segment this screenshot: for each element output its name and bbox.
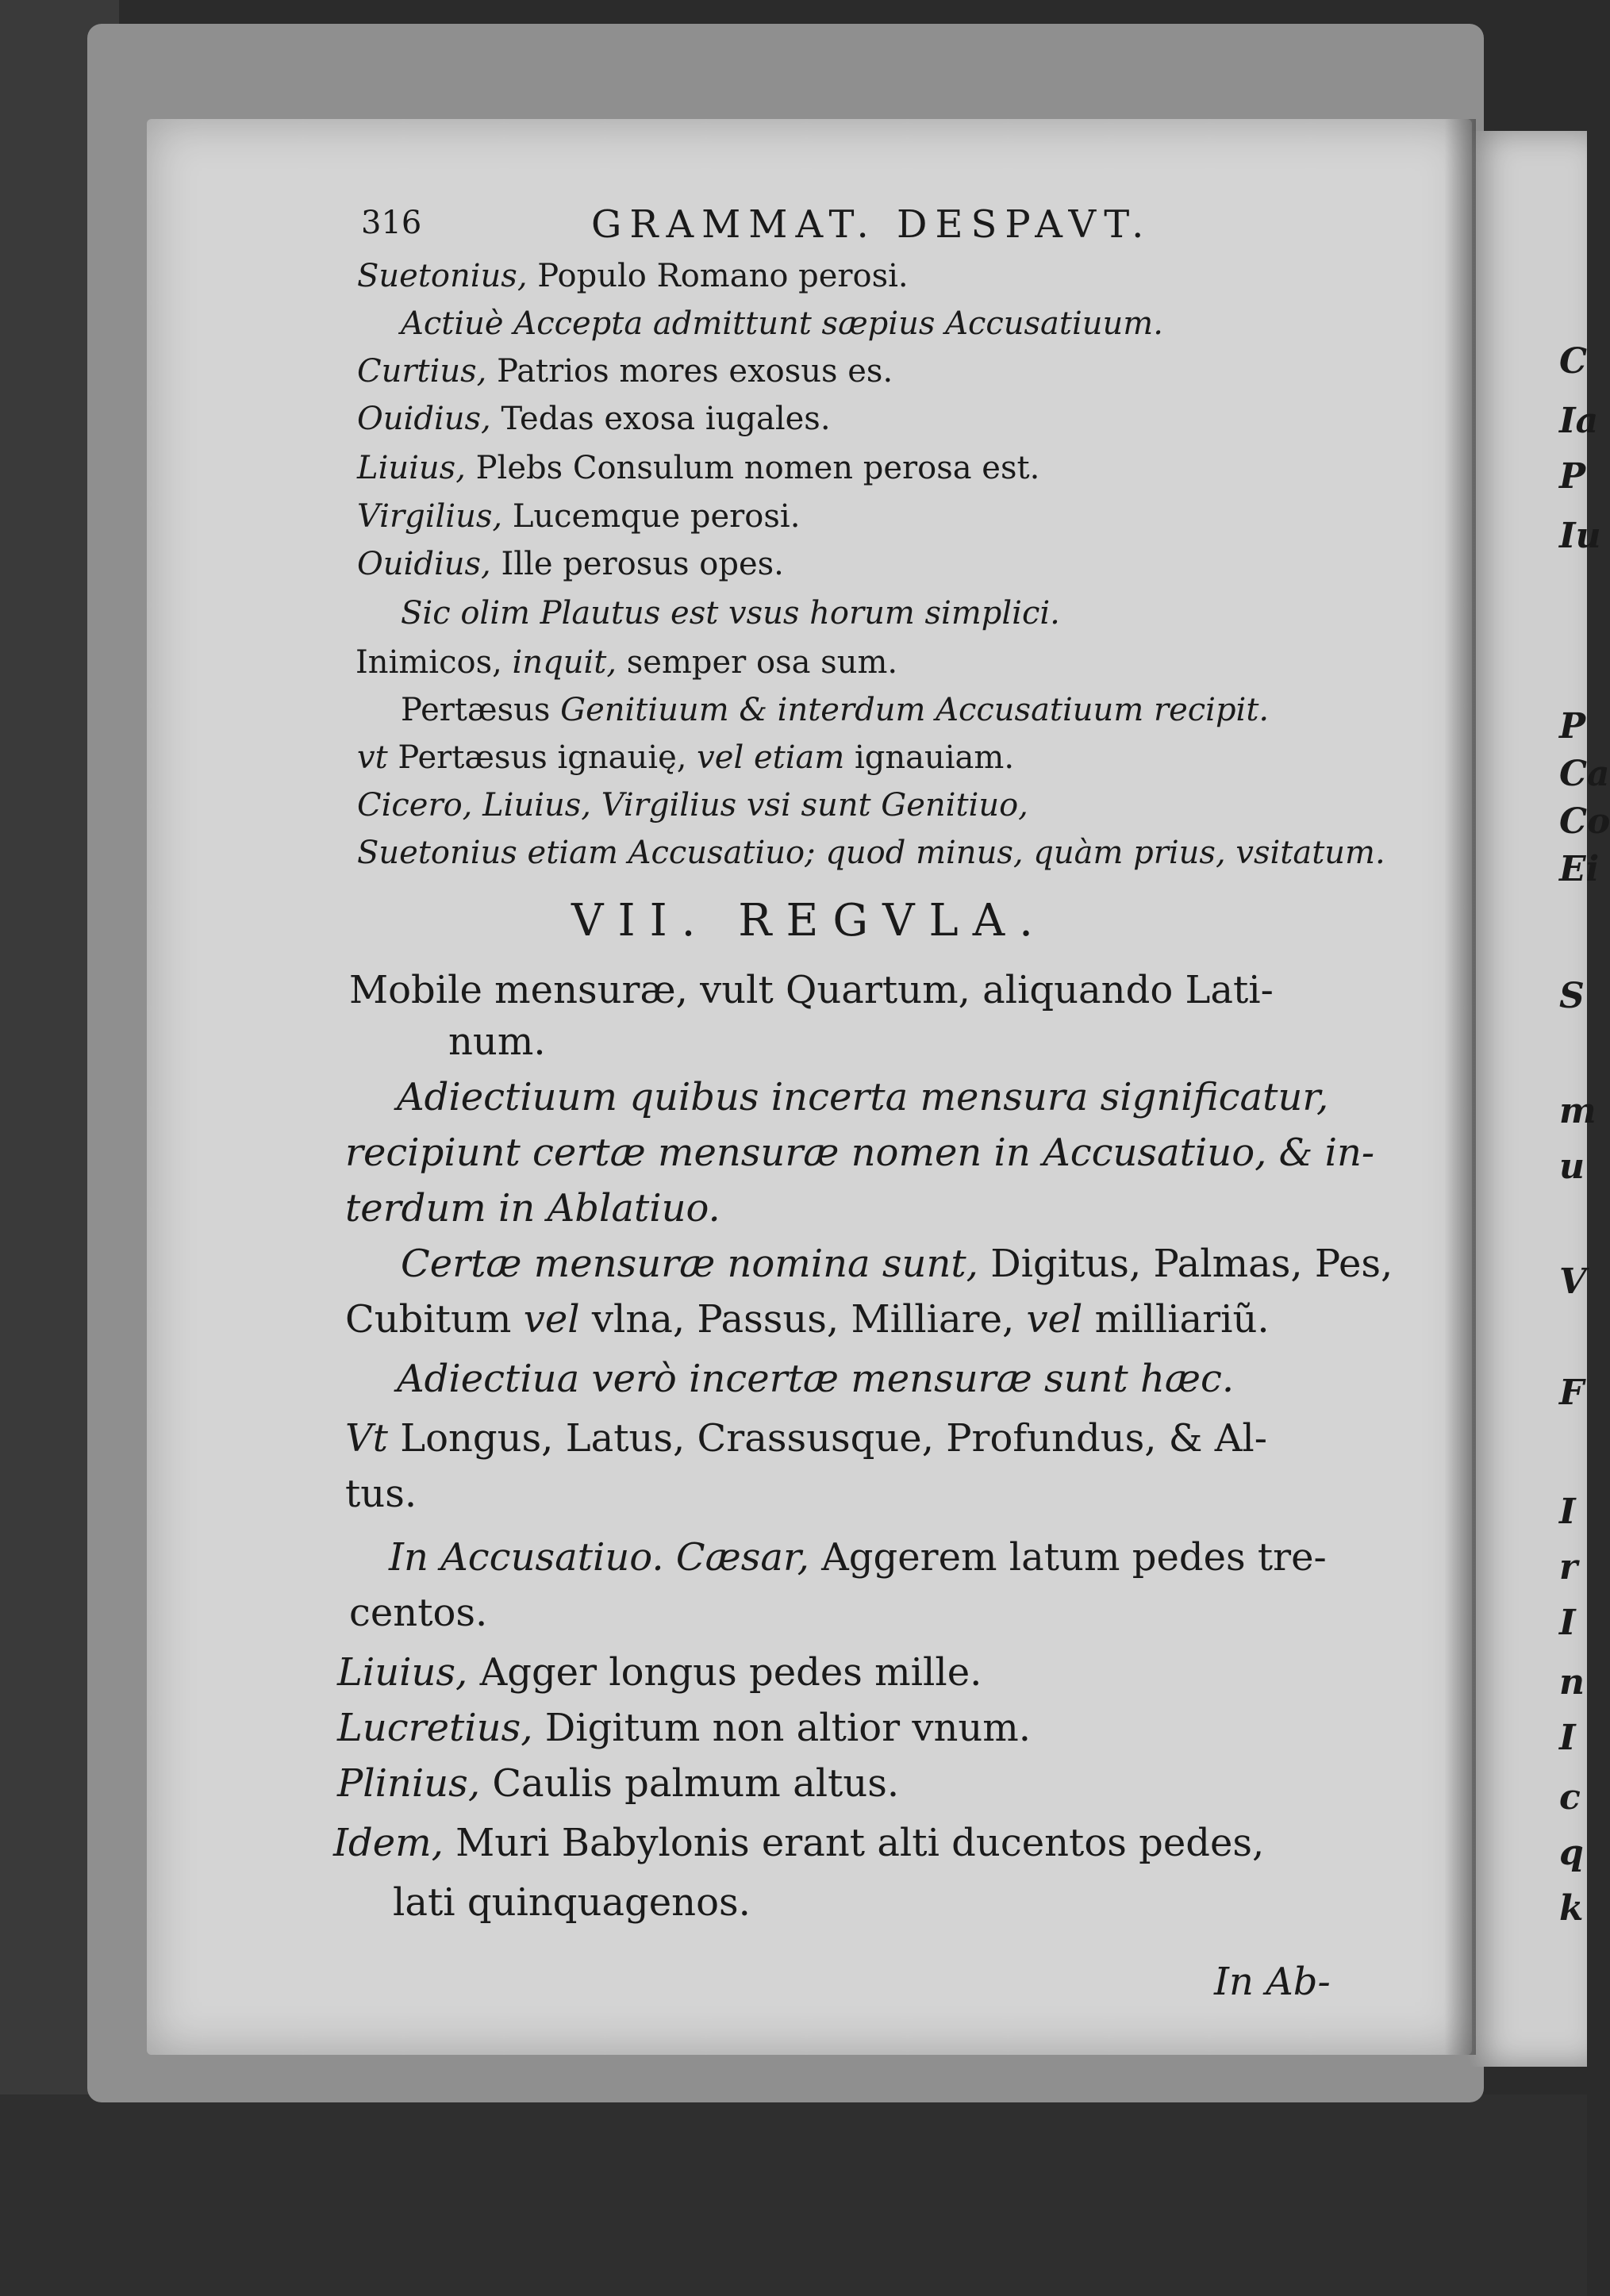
backdrop-bottom [0, 2094, 1587, 2296]
text-line-3 [357, 353, 893, 390]
cubitum-word: Cubitum [345, 1297, 524, 1342]
certae-list: Digitus, Palmas, Pes, [990, 1242, 1393, 1286]
rule-verse-line-2: num. [448, 1019, 546, 1064]
facing-page-fragment: Ca [1559, 754, 1610, 794]
idem-line [333, 1821, 1264, 1865]
text-line-10 [401, 692, 1269, 728]
rule-note: Genitiuum & interdum Accusatiuum recipit. [560, 692, 1270, 728]
in-accusatiuo-line [389, 1535, 1327, 1580]
author-name: Curtius, [357, 353, 498, 390]
text-line-8: Sic olim Plautus est vsus horum simplici. [401, 595, 1060, 632]
facing-page-fragment: m [1559, 1091, 1597, 1131]
text-line-5 [357, 450, 1039, 486]
inquit-text: inquit, [512, 644, 627, 681]
facing-page-fragment: Co [1559, 801, 1610, 842]
word-vel: vel etiam [697, 739, 855, 776]
facing-page-fragment: q [1559, 1833, 1584, 1873]
facing-page-fragment: C [1559, 341, 1588, 382]
quote-text: Caulis palmum altus. [492, 1761, 900, 1806]
quote-text: semper osa sum. [626, 644, 898, 681]
quote-text: Digitum non altior vnum. [544, 1706, 1032, 1750]
word-pertaesus: Pertæsus [401, 692, 561, 728]
comment-line-3: terdum in Ablatiuo. [345, 1186, 720, 1231]
facing-page-fragment: r [1559, 1547, 1578, 1588]
author-name: Idem, [333, 1821, 456, 1865]
word-vt: vt [357, 739, 398, 776]
lati-line: lati quinquagenos. [393, 1880, 751, 1925]
catchword: In Ab- [1214, 1960, 1331, 2004]
comment-line-1: Adiectiuum quibus incerta mensura significatur, [397, 1075, 1329, 1119]
text-line-4 [357, 401, 831, 437]
text-line-13: Suetonius etiam Accusatiuo; quod minus, quàm prius, vsitatum. [357, 835, 1385, 871]
cubitum-list: vlna, Passus, Milliare, [591, 1297, 1027, 1342]
facing-page-fragment: Ia [1559, 401, 1599, 441]
gutter-shadow [1444, 119, 1476, 2055]
liuius-line [337, 1650, 982, 1695]
author-name: Ouidius, [357, 546, 501, 582]
running-title: GRAMMAT. DESPAVT. [591, 202, 1152, 247]
example-text: Pertæsus ignauię, [398, 739, 697, 776]
certae-intro: Certæ mensuræ nomina sunt, [401, 1242, 991, 1286]
quote-text: Plebs Consulum nomen perosa est. [475, 450, 1040, 486]
adiectiua-line: Adiectiua verò incertæ mensuræ sunt hæc. [397, 1357, 1235, 1401]
text-line-2: Actiuè Accepta admittunt sæpius Accusatiuum. [401, 305, 1163, 342]
facing-page-fragment: P [1559, 706, 1586, 747]
cubitum-line [345, 1297, 1270, 1342]
example-text: ignauiam. [854, 739, 1015, 776]
word-vel: vel [1026, 1297, 1095, 1342]
quote-text: Aggerem latum pedes tre- [821, 1535, 1327, 1580]
text-line-7 [357, 546, 784, 582]
facing-page-fragment: I [1559, 1718, 1576, 1758]
facing-page-fragment: I [1559, 1492, 1576, 1532]
tus-line: tus. [345, 1472, 417, 1516]
facing-page-fragment: S [1559, 976, 1585, 1016]
plinius-line [337, 1761, 899, 1806]
facing-page-fragment: I [1559, 1603, 1576, 1643]
text-line-6 [357, 498, 800, 535]
adjective-list: Longus, Latus, Crassusque, Profundus, & Al- [400, 1416, 1267, 1461]
author-name: Plinius, [337, 1761, 493, 1806]
facing-page-fragment: F [1559, 1373, 1585, 1413]
quote-text: Agger longus pedes mille. [479, 1650, 982, 1695]
text-line-12: Cicero, Liuius, Virgilius vsi sunt Genitiuo, [357, 787, 1028, 824]
quote-text: Muri Babylonis erant alti ducentos pedes, [455, 1821, 1265, 1865]
word-vt: Vt [345, 1416, 401, 1461]
facing-page-fragment: k [1559, 1888, 1584, 1929]
in-accusatiuo-caesar: In Accusatiuo. Cæsar, [389, 1535, 822, 1580]
quote-text: Tedas exosa iugales. [501, 401, 831, 437]
author-name: Lucretius, [337, 1706, 545, 1750]
comment-line-2: recipiunt certæ mensuræ nomen in Accusatiuo, & in- [345, 1131, 1375, 1175]
quote-text: Lucemque perosi. [512, 498, 801, 535]
quote-text: Populo Romano perosi. [537, 258, 909, 294]
author-name: Liuius, [357, 450, 476, 486]
quote-text: Patrios mores exosus es. [497, 353, 893, 390]
facing-page-fragment: u [1559, 1146, 1585, 1187]
quote-text: Ille perosus opes. [501, 546, 784, 582]
lucretius-line [337, 1706, 1031, 1750]
text-line-11 [357, 739, 1014, 776]
text-line-9 [355, 644, 897, 681]
author-name: Suetonius, [357, 258, 538, 294]
certae-line [401, 1242, 1393, 1286]
centos-line: centos. [349, 1591, 488, 1635]
facing-page-fragment: V [1559, 1261, 1587, 1302]
quote-text: Inimicos, [355, 644, 513, 681]
author-name: Liuius, [337, 1650, 480, 1695]
facing-page-fragment: c [1559, 1777, 1581, 1818]
milliariu-word: milliariũ. [1094, 1297, 1270, 1342]
ut-line [345, 1416, 1267, 1461]
word-vel: vel [523, 1297, 592, 1342]
facing-page-fragment: n [1559, 1662, 1585, 1703]
facing-page-fragment: Iu [1559, 516, 1601, 556]
author-name: Virgilius, [357, 498, 513, 535]
rule-title: VII. REGVLA. [571, 895, 1047, 946]
facing-page-fragment: Ei [1559, 849, 1600, 889]
page-number: 316 [361, 205, 422, 241]
author-name: Ouidius, [357, 401, 501, 437]
text-line-1 [357, 258, 909, 294]
rule-verse-line-1: Mobile mensuræ, vult Quartum, aliquando Lati- [349, 968, 1274, 1012]
facing-page-fragment: P [1559, 456, 1586, 497]
